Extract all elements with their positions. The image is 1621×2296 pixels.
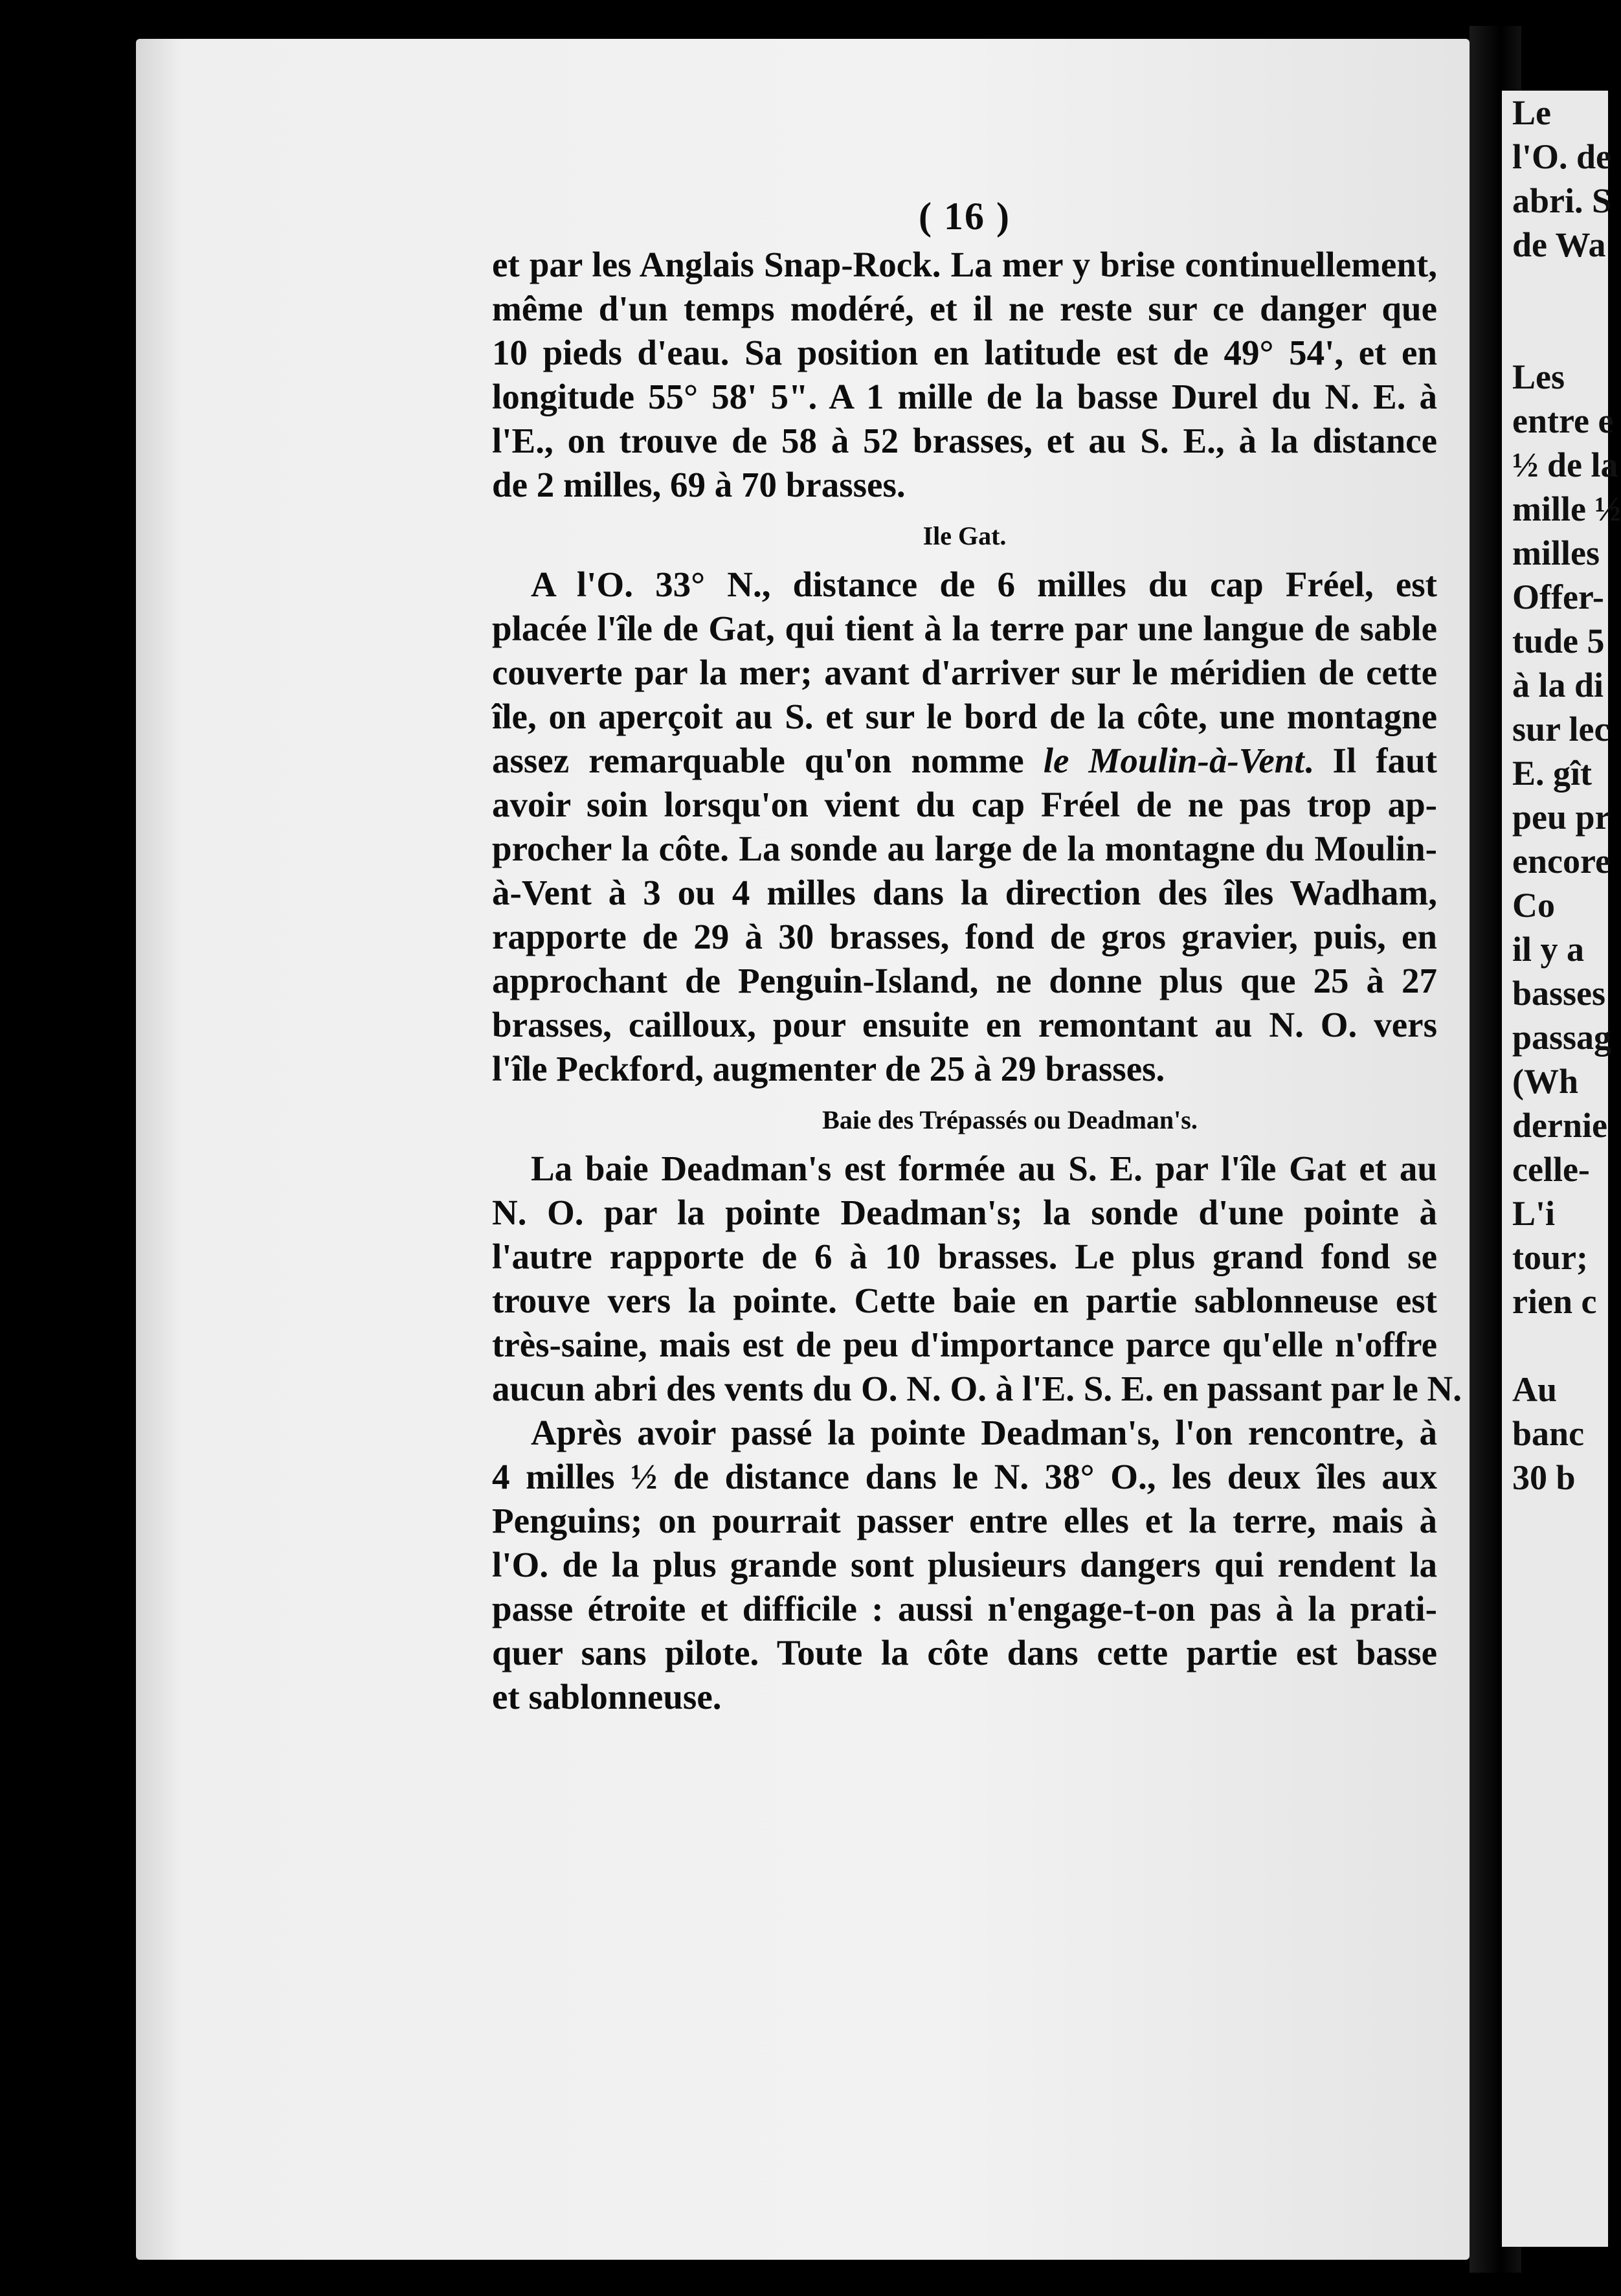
text-line: l'O. de la plus grande sont plusieurs dangers qui rendent la: [492, 1545, 1437, 1584]
right-page-line: ½ de la: [1512, 445, 1618, 484]
right-page-line: basses: [1512, 974, 1606, 1013]
place-name-italic: le Moulin-à-Vent: [1043, 741, 1304, 780]
right-page-line: rien c: [1512, 1282, 1597, 1321]
text-line: N. O. par la pointe Deadman's; la sonde d'une pointe à: [492, 1193, 1437, 1232]
right-page-line: il y a: [1512, 930, 1585, 969]
right-page-line: 30 b: [1512, 1458, 1576, 1497]
page-text: [492, 194, 1462, 1719]
right-page-line: de Wa: [1512, 225, 1606, 264]
right-page-line: encore: [1512, 842, 1611, 881]
right-page-line: E. gît: [1512, 754, 1593, 793]
text-line: La baie Deadman's est formée au S. E. par l'île Gat et au: [531, 1149, 1437, 1188]
right-page-lines: [1502, 91, 1621, 1500]
text-run: . Il faut: [1304, 741, 1438, 780]
right-page-line: mille ½: [1512, 490, 1621, 528]
text-line: Penguins; on pourrait passer entre elles et la terre, mais à: [492, 1501, 1437, 1540]
text-line: procher la côte. La sonde au large de la montagne du Moulin-: [492, 829, 1437, 868]
text-line: rapporte de 29 à 30 brasses, fond de gros gravier, puis, en: [492, 917, 1437, 956]
text-line: aucun abri des vents du O. N. O. à l'E. S. E. en passant par le N.: [492, 1369, 1462, 1408]
right-page-line: dernie: [1512, 1106, 1607, 1145]
text-line: 4 milles ½ de distance dans le N. 38° O., les deux îles aux: [492, 1457, 1437, 1496]
section-deadmans-bay: [492, 1147, 1462, 1719]
text-line: trouve vers la pointe. Cette baie en partie sablonneuse est: [492, 1281, 1437, 1320]
right-page-line: Le: [1512, 93, 1551, 132]
text-line: à-Vent à 3 ou 4 milles dans la direction des îles Wadham,: [492, 873, 1437, 912]
right-page-line: [1502, 267, 1608, 311]
text-line: Après avoir passé la pointe Deadman's, l'on rencontre, à: [531, 1413, 1437, 1452]
page-number: ( 16 ): [919, 195, 1011, 238]
text-line: très-saine, mais est de peu d'importance parce qu'elle n'offre: [492, 1325, 1437, 1364]
section-heading-ile-gat: Ile Gat.: [922, 521, 1007, 550]
section-heading-deadmans-bay: Baie des Trépassés ou Deadman's.: [822, 1105, 1198, 1134]
right-page-line: celle-: [1512, 1150, 1590, 1189]
text-line: l'autre rapporte de 6 à 10 brasses. Le plus grand fond se: [492, 1237, 1437, 1276]
text-line: et sablonneuse.: [492, 1677, 722, 1716]
right-page-line: abri. S: [1512, 181, 1612, 220]
text-line: quer sans pilote. Toute la côte dans cette partie est basse: [492, 1633, 1437, 1672]
text-line: avoir soin lorsqu'on vient du cap Fréel de ne pas trop ap-: [492, 785, 1437, 824]
right-page-line: peu pr: [1512, 798, 1611, 837]
right-page-line: (Wh: [1512, 1062, 1579, 1101]
text-line: de 2 milles, 69 à 70 brasses.: [492, 465, 906, 504]
text-line: A l'O. 33° N., distance de 6 milles du cap Fréel, est: [531, 565, 1437, 604]
right-page-line: entre e: [1512, 401, 1614, 440]
text-line: même d'un temps modéré, et il ne reste sur ce danger que: [492, 289, 1437, 328]
text-line: île, on aperçoit au S. et sur le bord de la côte, une montagne: [492, 697, 1437, 736]
right-page-line: L'i: [1512, 1194, 1556, 1233]
right-page-line: Les: [1512, 357, 1565, 396]
right-page-line: l'O. de: [1512, 137, 1612, 176]
text-line: et par les Anglais Snap-Rock. La mer y brise continuellement,: [492, 245, 1437, 284]
right-page-line: passag: [1512, 1018, 1612, 1057]
right-page-line: Offer-: [1512, 578, 1604, 616]
right-page-line: [1502, 1323, 1608, 1367]
opening-paragraph: [492, 243, 1437, 507]
right-page-line: milles: [1512, 534, 1600, 572]
text-line: 10 pieds d'eau. Sa position en latitude est de 49° 54', et en: [492, 333, 1437, 372]
right-page-line: tude 5: [1512, 622, 1605, 660]
text-line: [492, 739, 1437, 783]
right-page-line: Au: [1512, 1370, 1558, 1409]
right-page-line: Co: [1512, 886, 1555, 925]
text-line: approchant de Penguin-Island, ne donne plus que 25 à 27: [492, 961, 1437, 1000]
text-line: couverte par la mer; avant d'arriver sur le méridien de cette: [492, 653, 1437, 692]
text-line: passe étroite et difficile : aussi n'engage-t-on pas à la prati-: [492, 1589, 1437, 1628]
right-page-line: à la di: [1512, 666, 1604, 704]
right-page-fragment: [1502, 91, 1621, 2247]
section-ile-gat: [492, 563, 1437, 1091]
text-run: assez remarquable qu'on nomme: [492, 741, 1044, 780]
right-page-line: tour;: [1512, 1238, 1588, 1277]
text-line: placée l'île de Gat, qui tient à la terre par une langue de sable: [492, 609, 1437, 648]
text-line: l'E., on trouve de 58 à 52 brasses, et au S. E., à la distance: [492, 421, 1437, 460]
right-page-line: banc: [1512, 1414, 1585, 1453]
text-line: longitude 55° 58' 5". A 1 mille de la basse Durel du N. E. à: [492, 377, 1437, 416]
text-line: brasses, cailloux, pour ensuite en remontant au N. O. vers: [492, 1005, 1437, 1044]
right-page-line: sur lec: [1512, 710, 1610, 748]
text-line: l'île Peckford, augmenter de 25 à 29 brasses.: [492, 1049, 1165, 1088]
right-page-line: [1502, 311, 1608, 355]
